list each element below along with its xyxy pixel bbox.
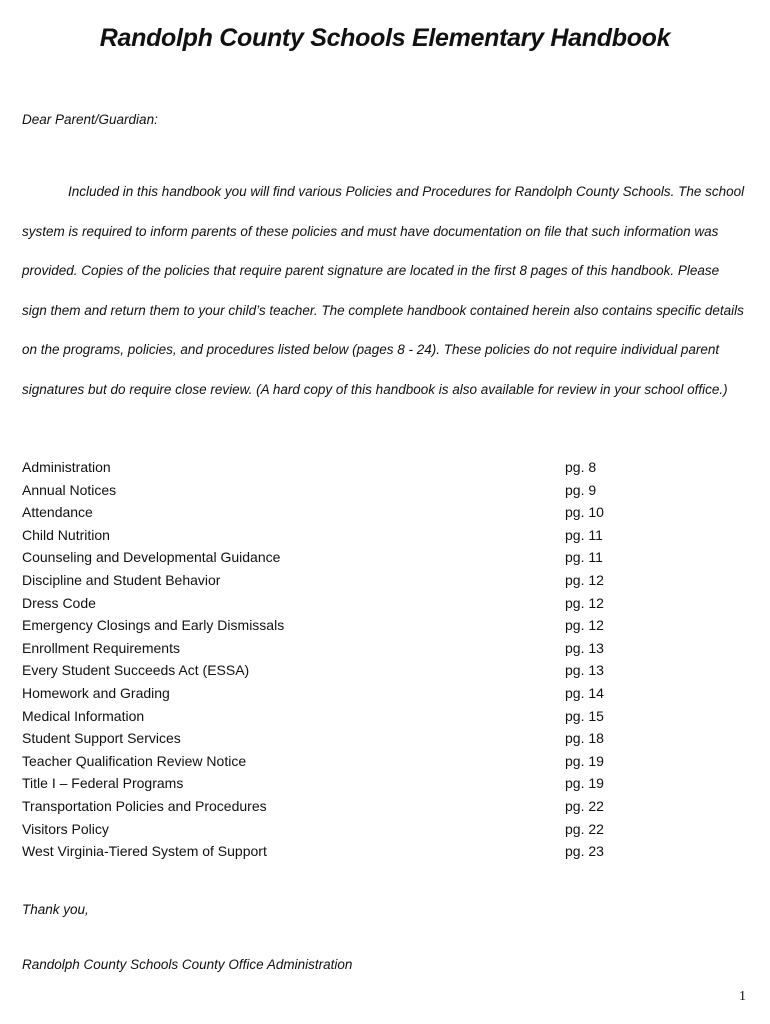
salutation: Dear Parent/Guardian: bbox=[22, 112, 158, 127]
page-title: Randolph County Schools Elementary Handbook bbox=[99, 24, 671, 52]
toc-item-page: pg. 12 bbox=[565, 594, 604, 611]
toc-item bbox=[22, 546, 642, 569]
toc-item bbox=[22, 479, 642, 502]
toc-item-name: Dress Code bbox=[22, 594, 96, 611]
toc-item-page: pg. 12 bbox=[565, 571, 604, 588]
toc-item bbox=[22, 818, 642, 841]
table-of-contents bbox=[22, 456, 642, 863]
toc-item-name: Homework and Grading bbox=[22, 684, 170, 701]
toc-item-name: Child Nutrition bbox=[22, 526, 110, 543]
toc-item bbox=[22, 750, 642, 773]
toc-item bbox=[22, 840, 642, 863]
toc-item bbox=[22, 524, 642, 547]
intro-text: Included in this handbook you will find various Policies and Procedures for Randolph County Schools. The school system is required to inform parents of these policies and must have documentation on file that such information was provided. Copies of the policies that require parent signature are located in the first 8 pages of this handbook. Please sign them and return them to your child’s teacher. The complete handbook contained herein also contains specific details on the programs, policies, and procedures listed below (pages 8 - 24). These policies do not require individual parent signatures but do require close review. (A hard copy of this handbook is also available for review in your school office.) bbox=[22, 184, 745, 397]
toc-item-name: Annual Notices bbox=[22, 481, 117, 498]
toc-item bbox=[22, 456, 642, 479]
toc-item-page: pg. 23 bbox=[565, 843, 604, 860]
intro-paragraph bbox=[22, 172, 747, 410]
toc-item-page: pg. 13 bbox=[565, 639, 604, 656]
toc-item-name: Emergency Closings and Early Dismissals bbox=[22, 617, 285, 634]
closing: Thank you, bbox=[22, 902, 89, 917]
toc-item-page: pg. 13 bbox=[565, 662, 604, 679]
toc-item-page: pg. 8 bbox=[565, 459, 597, 475]
toc-item-name: Title I – Federal Programs bbox=[22, 775, 184, 792]
toc-item-page: pg. 15 bbox=[565, 707, 604, 724]
toc-item-name: Counseling and Developmental Guidance bbox=[22, 549, 281, 566]
toc-item bbox=[22, 501, 642, 524]
toc-item-name: Administration bbox=[22, 459, 111, 475]
toc-item-page: pg. 11 bbox=[565, 526, 603, 543]
toc-item bbox=[22, 637, 642, 660]
toc-item-name: Visitors Policy bbox=[22, 820, 109, 837]
toc-item-name: Enrollment Requirements bbox=[22, 639, 180, 656]
toc-item-name: Medical Information bbox=[22, 707, 145, 724]
toc-item-page: pg. 22 bbox=[565, 820, 604, 837]
toc-item bbox=[22, 795, 642, 818]
toc-item-page: pg. 10 bbox=[565, 504, 604, 521]
toc-item-page: pg. 18 bbox=[565, 730, 604, 747]
toc-item-name: Discipline and Student Behavior bbox=[22, 571, 221, 588]
toc-item-name: Transportation Policies and Procedures bbox=[22, 797, 267, 814]
toc-item bbox=[22, 659, 642, 682]
toc-item-page: pg. 12 bbox=[565, 617, 604, 634]
toc-item bbox=[22, 682, 642, 705]
toc-item bbox=[22, 772, 642, 795]
toc-item-page: pg. 19 bbox=[565, 775, 604, 792]
toc-item-name: Every Student Succeeds Act (ESSA) bbox=[22, 662, 250, 679]
toc-item-page: pg. 9 bbox=[565, 481, 597, 498]
toc-item-page: pg. 19 bbox=[565, 752, 604, 769]
toc-item-page: pg. 14 bbox=[565, 684, 604, 701]
toc-item-name: Student Support Services bbox=[22, 730, 181, 747]
toc-item bbox=[22, 592, 642, 615]
toc-item bbox=[22, 705, 642, 728]
toc-item-page: pg. 22 bbox=[565, 797, 604, 814]
toc-item-name: West Virginia-Tiered System of Support bbox=[22, 843, 267, 860]
toc-item-name: Attendance bbox=[22, 504, 93, 521]
toc-item bbox=[22, 614, 642, 637]
page-number: 1 bbox=[739, 989, 746, 1004]
signature: Randolph County Schools County Office Administration bbox=[22, 957, 353, 972]
toc-item-name: Teacher Qualification Review Notice bbox=[22, 752, 247, 769]
toc-item bbox=[22, 727, 642, 750]
toc-item-page: pg. 11 bbox=[565, 549, 603, 566]
toc-item bbox=[22, 569, 642, 592]
